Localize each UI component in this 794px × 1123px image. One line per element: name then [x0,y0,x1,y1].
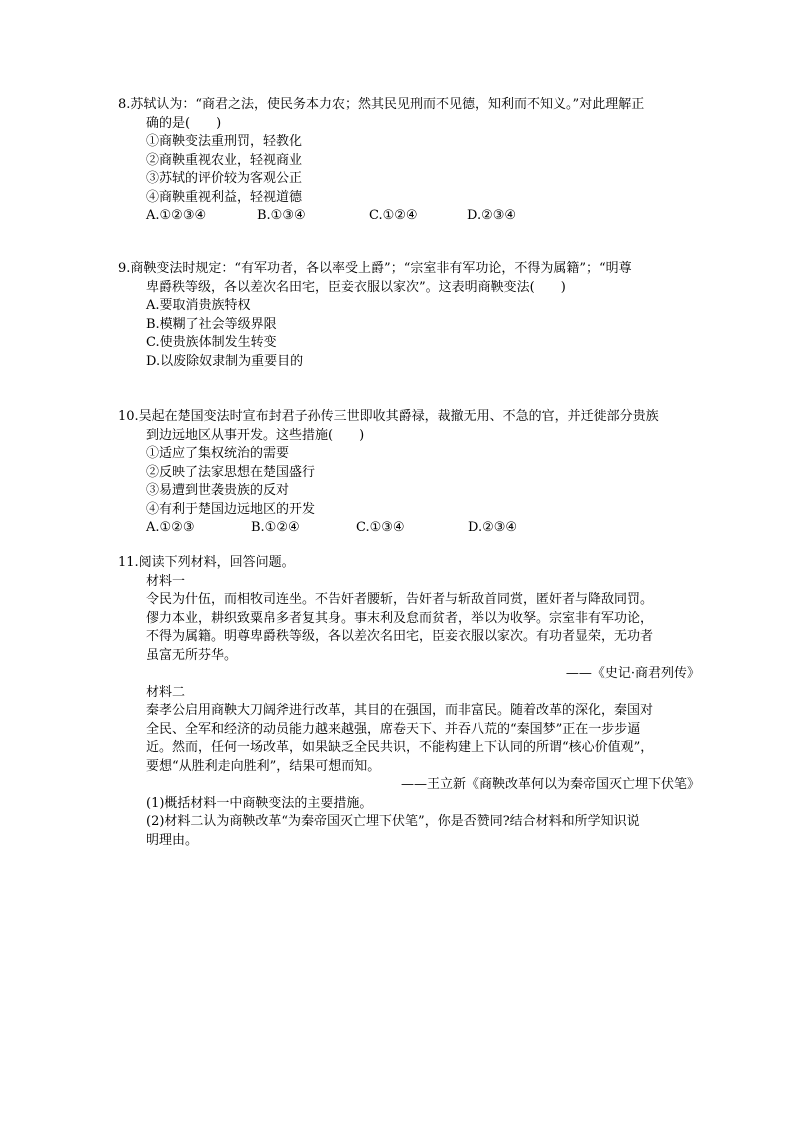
question-9 [118,260,700,371]
q8-item-2: ②商鞅重视农业，轻视商业 [146,152,303,168]
q11-material-1 [118,573,700,851]
q11-subquestion-1: (1)概括材料一中商鞅变法的主要措施。 [146,795,373,811]
q10-stem-line1: 10.吴起在楚国变法时宣布封君子孙传三世即收其爵禄，裁撤无用、不急的官，并迁徙部分贵族 [118,409,659,424]
q11-material-1-line: 令民为什伍，而相牧司连坐。不告奸者腰斩，告奸者与斩敌首同赏，匿奸者与降敌同罚。 [146,592,654,607]
q9-stem-line2: 卑爵秩等级，各以差次名田宅，臣妾衣服以家次”。这表明商鞅变法( ) [146,279,566,295]
q9-option-a: A.要取消贵族特权 [146,298,251,313]
question-8 [118,96,700,226]
q8-stem-line1: 8.苏轼认为：“商君之法，使民务本力农；然其民见刑而不见德，知利而不知义。”对此理解正 [118,97,645,112]
q8-item-3: ③苏轼的评价较为客观公正 [146,171,303,186]
q11-material-2-line: 秦孝公启用商鞅大刀阔斧进行改革，其目的在强国，而非富民。随着改革的深化，秦国对 [146,703,654,718]
q11-material-2-title: 材料二 [146,684,186,700]
q8-item-1: ①商鞅变法重刑罚，轻教化 [146,134,303,149]
question-11 [118,554,700,850]
q11-subquestion-2-line2: 明理由。 [146,832,199,848]
q11-material-1-line: 虽富无所芬华。 [146,647,238,663]
q11-stem: 11.阅读下列材料，回答问题。 [118,555,295,570]
q11-material-2-line: 要想“从胜利走向胜利”，结果可想而知。 [146,758,381,774]
q10-item-2: ②反映了法家思想在楚国盛行 [146,464,316,480]
q9-option-d: D.以废除奴隶制为重要目的 [146,353,304,369]
q11-subquestion-2-line1: (2)材料二认为商鞅改革“为秦帝国灭亡埋下伏笔”，你是否赞同?结合材料和所学知识说 [146,814,640,829]
q10-item-3: ③易遭到世袭贵族的反对 [146,483,290,498]
q11-material-1-source: ——《史记·商君列传》 [565,666,700,681]
q11-material-1-line: 不得为属籍。明尊卑爵秩等级，各以差次名田宅，臣妾衣服以家次。有功者显荣，无功者 [146,629,654,644]
q10-choice-a: A.①②③ [146,520,195,535]
q9-option-b: B.模糊了社会等级界限 [146,316,277,332]
q8-choice-c: C.①②④ [369,208,418,223]
q11-material-2-line: 近。然而，任何一场改革，如果缺乏全民共识，不能构建上下认同的所谓“核心价值观”， [146,740,654,755]
q8-item-4: ④商鞅重视利益，轻视道德 [146,189,303,205]
q8-stem-line2: 确的是( ) [146,115,222,131]
q11-material-2-line: 全民、全军和经济的动员能力越来越强，席卷天下、并吞八荒的“秦国梦”正在一步步逼 [146,721,641,737]
q10-choices [118,519,700,538]
q10-item-1: ①适应了集权统治的需要 [146,446,290,461]
q10-stem-line2: 到边远地区从事开发。这些措施( ) [146,427,365,443]
question-10 [118,408,700,538]
q8-choice-d: D.②③④ [467,208,517,223]
q8-choices [118,207,700,226]
q10-item-4: ④有利于楚国边远地区的开发 [146,501,316,517]
q10-choice-b: B.①②④ [251,520,300,535]
q9-option-c: C.使贵族体制发生转变 [146,335,277,350]
q9-stem-line1: 9.商鞅变法时规定：“有军功者，各以率受上爵”；“宗室非有军功论，不得为属籍”；“明尊 [118,261,632,276]
q8-choice-a: A.①②③④ [146,208,207,223]
q11-material-1-title: 材料一 [146,573,186,589]
q10-choice-c: C.①③④ [356,520,405,535]
q10-choice-d: D.②③④ [468,520,518,535]
q11-material-1-line: 僇力本业，耕织致粟帛多者复其身。事末利及怠而贫者，举以为收孥。宗室非有军功论， [146,610,654,626]
q11-material-2-source: ——王立新《商鞅改革何以为秦帝国灭亡埋下伏笔》 [400,777,700,792]
q8-choice-b: B.①③④ [257,208,306,223]
